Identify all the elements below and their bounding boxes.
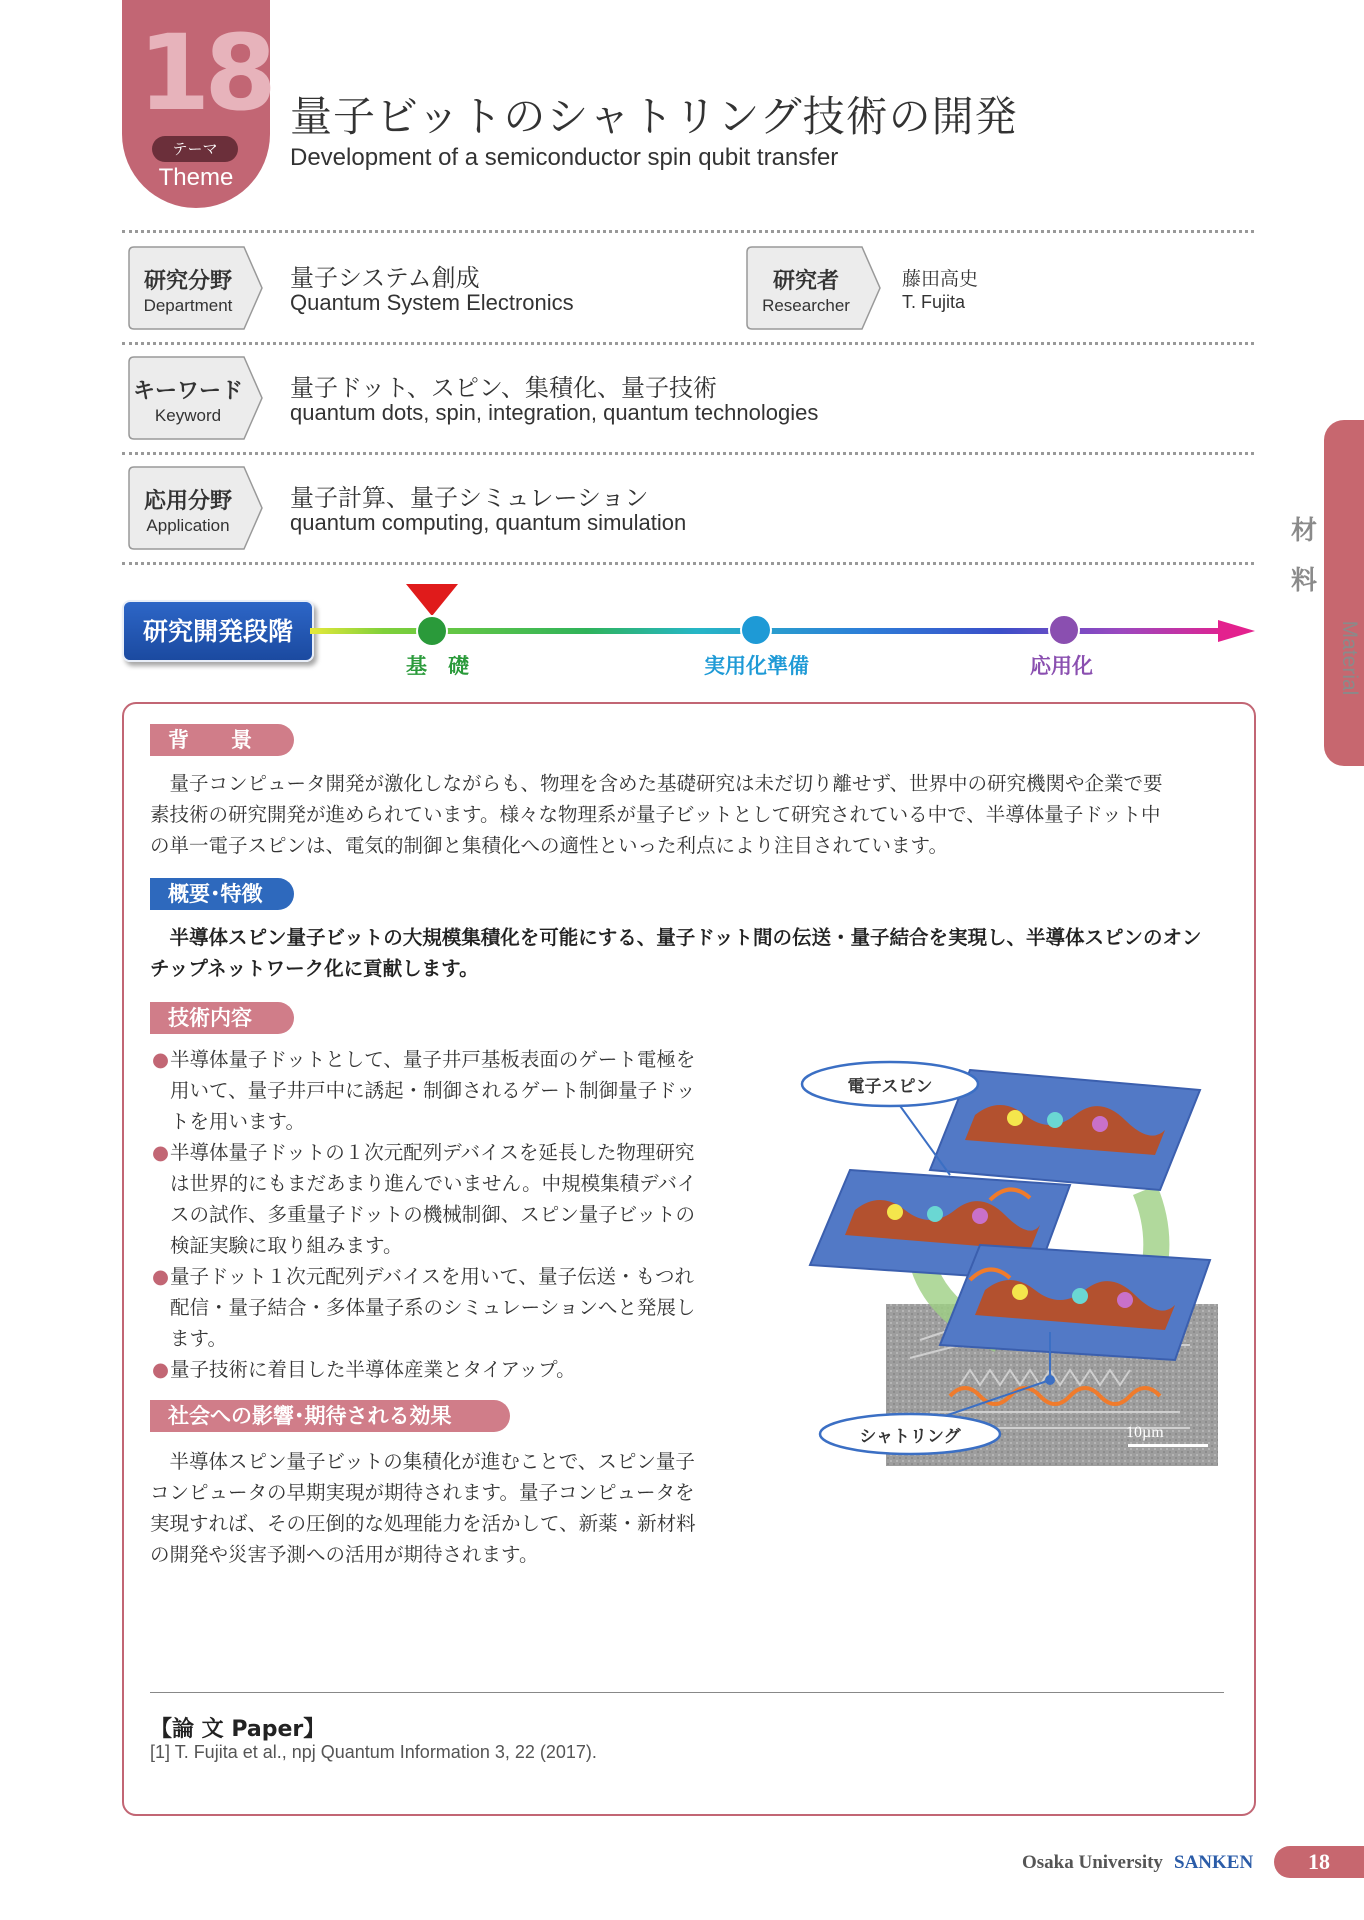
department-value-en: Quantum System Electronics — [290, 290, 574, 315]
divider — [122, 562, 1254, 565]
page-subtitle: Development of a semiconductor spin qubit transfer — [290, 144, 839, 171]
researcher-name-en: T. Fujita — [902, 292, 966, 312]
department-value-jp: 量子システム創成 — [290, 264, 480, 292]
stage-dot-prep — [738, 612, 774, 648]
text-line: スの試作、多重量子ドットの機械制御、スピン量子ビットの — [170, 1203, 695, 1226]
background-text — [150, 768, 1230, 861]
stage-prep-label: 実用化準備 — [704, 654, 809, 678]
text-line: コンピュータの早期実現が期待されます。量子コンピュータを — [150, 1481, 695, 1504]
side-tab-jp-1: 材 — [1290, 516, 1317, 546]
theme-number: 18 — [138, 12, 271, 134]
text-line: の開発や災害予測への活用が期待されます。 — [150, 1543, 539, 1566]
footer-org: Osaka University — [1022, 1852, 1163, 1873]
text-line: トを用います。 — [170, 1110, 305, 1133]
overview-heading: 概要･特徴 — [150, 878, 294, 910]
text-line: 量子技術に着目した半導体産業とタイアップ。 — [170, 1358, 576, 1381]
text-line: は世界的にもまだあまり進んでいません。中規模集積デバイ — [170, 1172, 697, 1195]
impact-heading: 社会への影響･期待される効果 — [150, 1400, 510, 1432]
list-item — [150, 1044, 750, 1137]
stage-marker-basic — [404, 582, 460, 654]
impact-text — [150, 1446, 750, 1570]
researcher-name-jp: 藤田高史 — [902, 268, 979, 290]
text-line: 用いて、量子井戸中に誘起・制御されるゲート制御量子ドッ — [170, 1079, 696, 1102]
keyword-tag — [128, 356, 264, 444]
application-value-jp: 量子計算、量子シミュレーション — [290, 484, 649, 512]
figure-label-spin: 電子スピン — [847, 1077, 933, 1097]
text-line: ます。 — [170, 1327, 227, 1350]
technology-list — [150, 1044, 750, 1385]
stage-basic-label: 基 礎 — [406, 654, 469, 678]
text-line: 量子ドット１次元配列デバイスを用いて、量子伝送・もつれ — [170, 1265, 694, 1288]
text-line: チップネットワーク化に貢献します。 — [150, 957, 479, 980]
page-number: 18 — [1274, 1846, 1364, 1878]
technology-heading: 技術内容 — [150, 1002, 294, 1034]
bullet-icon: ● — [152, 1358, 170, 1381]
researcher-tag-en: Researcher — [762, 296, 850, 315]
bullet-icon: ● — [152, 1048, 170, 1071]
background-heading: 背 景 — [150, 724, 294, 756]
text-line: 量子コンピュータ開発が激化しながらも、物理を含めた基礎研究は未だ切り離せず、世界中の研究機関や企業で要 — [150, 772, 1163, 795]
keyword-value-en: quantum dots, spin, integration, quantum technologies — [290, 400, 819, 425]
text-line: の単一電子スピンは、電気的制御と集積化への適性といった利点により注目されています。 — [150, 834, 948, 857]
paper-heading: 【論 文 Paper】 — [150, 1717, 326, 1742]
paper-divider — [150, 1692, 1224, 1693]
divider — [122, 342, 1254, 345]
scale-bar-label: 10µm — [1126, 1424, 1164, 1441]
text-line: 半導体スピン量子ビットの大規模集積化を可能にする、量子ドット間の伝送・量子結合を実現し、半導体スピンのオン — [150, 926, 1202, 949]
paper-reference: [1] T. Fujita et al., npj Quantum Information 3, 22 (2017). — [150, 1742, 597, 1762]
application-tag-jp: 応用分野 — [143, 489, 232, 514]
bullet-icon: ● — [152, 1265, 170, 1288]
overview-text — [150, 922, 1230, 984]
stage-dot-applied — [1046, 612, 1082, 648]
list-item — [150, 1261, 750, 1354]
text-line: 配信・量子結合・多体量子系のシミュレーションへと発展し — [170, 1296, 696, 1319]
text-line: 素技術の研究開発が進められています。様々な物理系が量子ビットとして研究されている中で、半導体量子ドット中 — [150, 803, 1161, 826]
application-tag — [128, 466, 264, 554]
figure-label-shuttling: シャトリング — [859, 1427, 961, 1447]
page-title: 量子ビットのシャトリング技術の開発 — [290, 92, 1018, 141]
theme-label-jp: テーマ — [152, 136, 238, 162]
text-line: 半導体スピン量子ビットの集積化が進むことで、スピン量子 — [150, 1450, 695, 1473]
figure-qubit-shuttling — [800, 1040, 1220, 1470]
keyword-tag-jp: キーワード — [132, 379, 243, 404]
researcher-tag-jp: 研究者 — [772, 269, 839, 294]
figure-illustration — [800, 1040, 1220, 1470]
theme-label-en: Theme — [158, 164, 234, 191]
side-tab-jp-2: 料 — [1290, 566, 1317, 596]
bullet-icon: ● — [152, 1141, 170, 1164]
side-tab-en: Material — [1338, 620, 1361, 696]
text-line: 半導体量子ドットの１次元配列デバイスを延長した物理研究 — [170, 1141, 695, 1164]
divider — [122, 230, 1254, 233]
text-line: 検証実験に取り組みます。 — [170, 1234, 403, 1257]
text-line: 半導体量子ドットとして、量子井戸基板表面のゲート電極を — [170, 1048, 696, 1071]
list-item — [150, 1137, 750, 1261]
department-tag — [128, 246, 264, 334]
keyword-tag-en: Keyword — [154, 406, 222, 425]
application-value-en: quantum computing, quantum simulation — [290, 510, 687, 535]
keyword-value-jp: 量子ドット、スピン、集積化、量子技術 — [290, 374, 717, 402]
stage-applied-label: 応用化 — [1030, 654, 1093, 678]
application-tag-en: Application — [146, 516, 230, 535]
stage-label: 研究開発段階 — [142, 617, 293, 646]
researcher-tag — [746, 246, 882, 334]
footer-sanken: SANKEN — [1174, 1852, 1254, 1873]
department-tag-jp: 研究分野 — [143, 269, 232, 294]
list-item — [150, 1354, 750, 1385]
divider — [122, 452, 1254, 455]
text-line: 実現すれば、その圧倒的な処理能力を活かして、新薬・新材料 — [150, 1512, 696, 1535]
department-tag-en: Department — [143, 296, 233, 315]
